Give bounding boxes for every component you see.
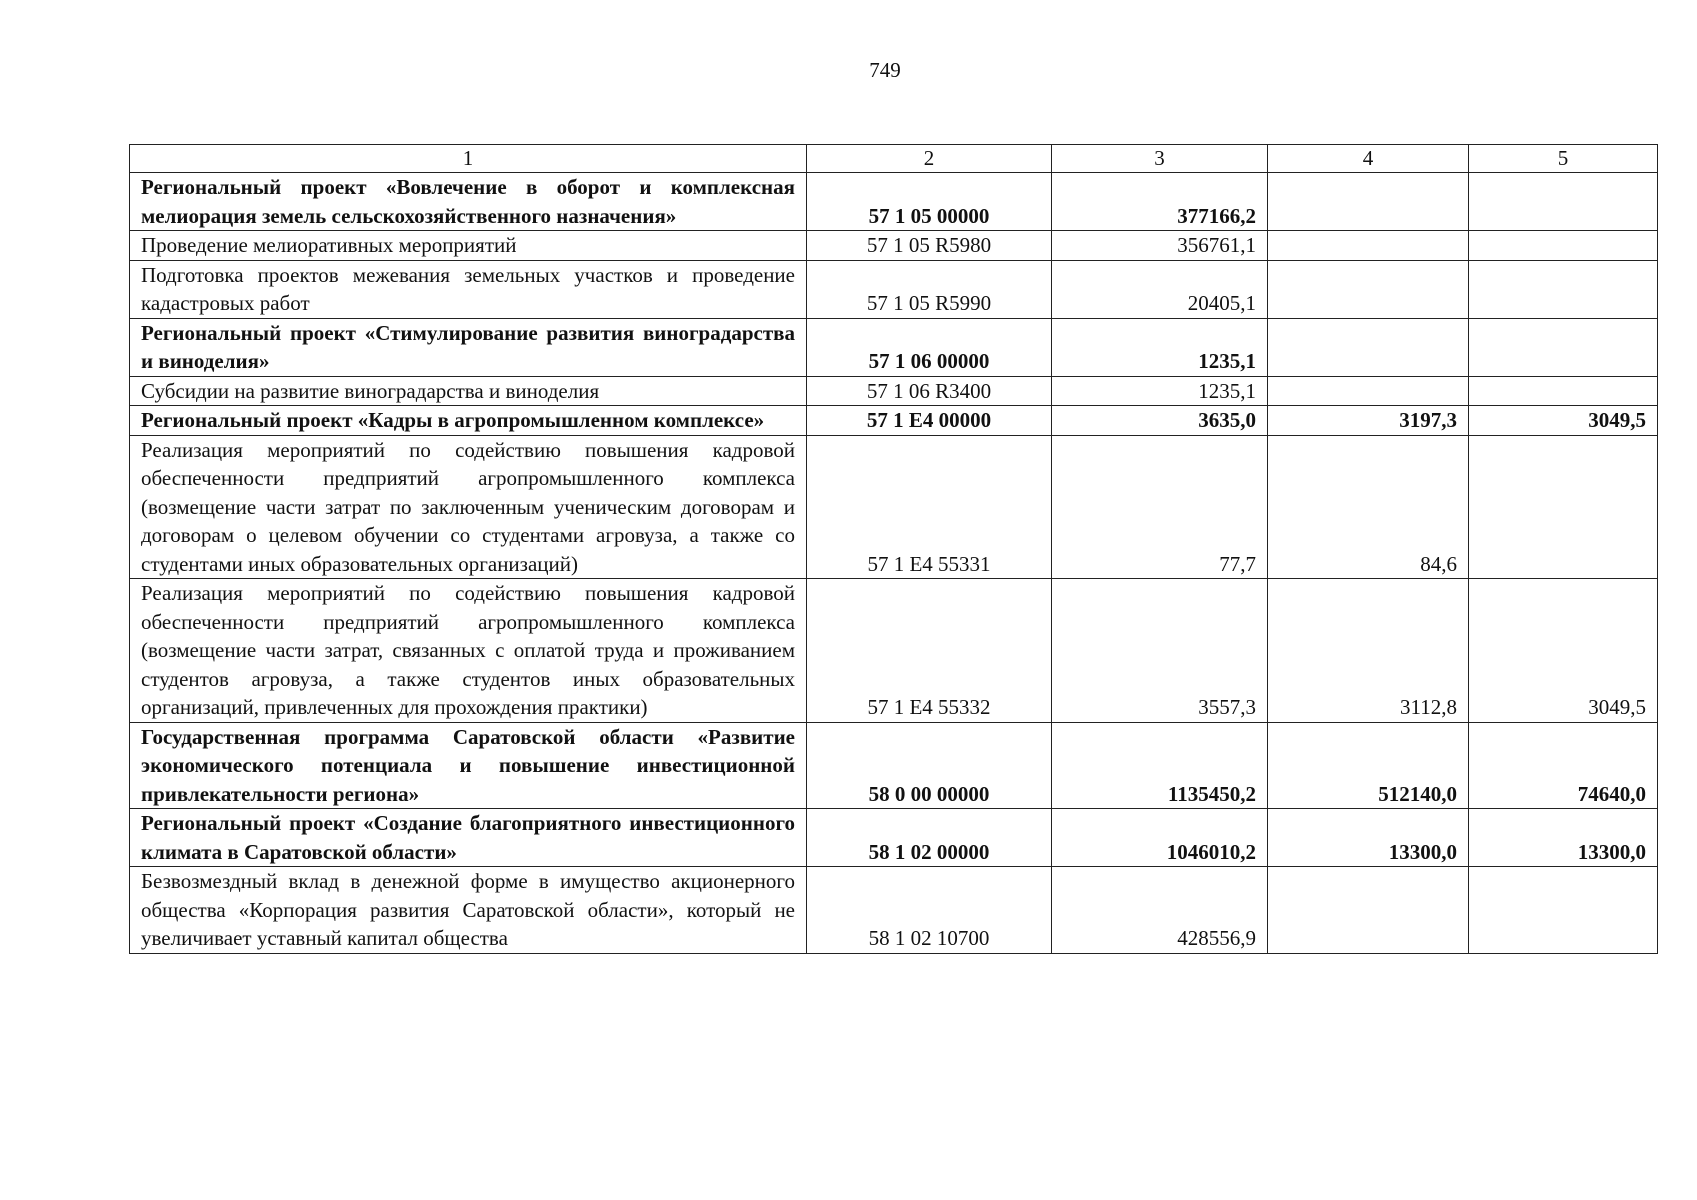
row-value-col5 (1469, 376, 1658, 406)
row-value-col4 (1268, 231, 1469, 261)
row-value-col3: 1235,1 (1052, 318, 1268, 376)
row-code-cell: 57 1 06 R3400 (807, 376, 1052, 406)
table-row (130, 722, 1658, 809)
column-header-5: 5 (1469, 145, 1658, 173)
table-row (130, 376, 1658, 406)
row-value-col4: 13300,0 (1268, 809, 1469, 867)
row-value-col4 (1268, 318, 1469, 376)
row-value-col4 (1268, 260, 1469, 318)
row-name-cell: Безвозмездный вклад в денежной форме в имущество акционерного общества «Корпорация развития Саратовской области», который не увеличивает уставный капитал общества (130, 867, 807, 954)
table-row (130, 579, 1658, 723)
row-value-col4 (1268, 173, 1469, 231)
row-code-cell: 58 1 02 00000 (807, 809, 1052, 867)
column-header-3: 3 (1052, 145, 1268, 173)
row-code-cell: 57 1 06 00000 (807, 318, 1052, 376)
table-row (130, 435, 1658, 579)
row-name-cell: Реализация мероприятий по содействию повышения кадровой обеспеченности предприятий агропромышленного комплекса (возмещение части затрат по заключенным ученическим договорам и договорам о целевом обучении со студентами агровуза, а также со студентами иных образовательных организаций) (130, 435, 807, 579)
row-value-col3: 77,7 (1052, 435, 1268, 579)
row-value-col5 (1469, 173, 1658, 231)
row-code-cell: 57 1 05 R5990 (807, 260, 1052, 318)
row-value-col5 (1469, 260, 1658, 318)
row-name-cell: Региональный проект «Вовлечение в оборот и комплексная мелиорация земель сельскохозяйственного назначения» (130, 173, 807, 231)
row-value-col3: 377166,2 (1052, 173, 1268, 231)
row-value-col3: 428556,9 (1052, 867, 1268, 954)
row-value-col5: 74640,0 (1469, 722, 1658, 809)
row-value-col3: 356761,1 (1052, 231, 1268, 261)
row-code-cell: 58 1 02 10700 (807, 867, 1052, 954)
row-code-cell: 57 1 E4 55332 (807, 579, 1052, 723)
column-header-4: 4 (1268, 145, 1469, 173)
row-name-cell: Субсидии на развитие виноградарства и виноделия (130, 376, 807, 406)
table-row (130, 809, 1658, 867)
row-value-col4: 84,6 (1268, 435, 1469, 579)
table-row (130, 260, 1658, 318)
table-row (130, 318, 1658, 376)
budget-table (129, 144, 1658, 954)
row-value-col5: 3049,5 (1469, 579, 1658, 723)
row-name-cell: Региональный проект «Стимулирование развития виноградарства и виноделия» (130, 318, 807, 376)
row-value-col4: 512140,0 (1268, 722, 1469, 809)
column-header-2: 2 (807, 145, 1052, 173)
table-row (130, 406, 1658, 436)
row-name-cell: Реализация мероприятий по содействию повышения кадровой обеспеченности предприятий агропромышленного комплекса (возмещение части затрат, связанных с оплатой труда и проживанием студентов агровуза, а также студентов иных образовательных организаций, привлеченных для прохождения практики) (130, 579, 807, 723)
row-name-cell: Проведение мелиоративных мероприятий (130, 231, 807, 261)
row-code-cell: 58 0 00 00000 (807, 722, 1052, 809)
row-value-col5 (1469, 231, 1658, 261)
row-code-cell: 57 1 05 R5980 (807, 231, 1052, 261)
row-value-col4 (1268, 376, 1469, 406)
table-row (130, 867, 1658, 954)
table-body (130, 173, 1658, 954)
row-value-col5 (1469, 318, 1658, 376)
row-code-cell: 57 1 E4 55331 (807, 435, 1052, 579)
row-value-col3: 20405,1 (1052, 260, 1268, 318)
row-value-col4: 3197,3 (1268, 406, 1469, 436)
row-value-col5 (1469, 435, 1658, 579)
row-name-cell: Подготовка проектов межевания земельных участков и проведение кадастровых работ (130, 260, 807, 318)
table-row (130, 231, 1658, 261)
row-value-col5 (1469, 867, 1658, 954)
row-code-cell: 57 1 05 00000 (807, 173, 1052, 231)
table-row (130, 173, 1658, 231)
row-value-col5: 13300,0 (1469, 809, 1658, 867)
column-header-1: 1 (130, 145, 807, 173)
row-name-cell: Региональный проект «Создание благоприятного инвестиционного климата в Саратовской области» (130, 809, 807, 867)
row-value-col3: 1046010,2 (1052, 809, 1268, 867)
row-value-col4: 3112,8 (1268, 579, 1469, 723)
row-value-col3: 1235,1 (1052, 376, 1268, 406)
row-name-cell: Государственная программа Саратовской области «Развитие экономического потенциала и повышение инвестиционной привлекательности региона» (130, 722, 807, 809)
row-value-col3: 3557,3 (1052, 579, 1268, 723)
row-value-col3: 1135450,2 (1052, 722, 1268, 809)
header-row (130, 145, 1658, 173)
row-name-cell: Региональный проект «Кадры в агропромышленном комплексе» (130, 406, 807, 436)
row-code-cell: 57 1 E4 00000 (807, 406, 1052, 436)
row-value-col5: 3049,5 (1469, 406, 1658, 436)
page-number: 749 (869, 58, 901, 82)
row-value-col4 (1268, 867, 1469, 954)
row-value-col3: 3635,0 (1052, 406, 1268, 436)
